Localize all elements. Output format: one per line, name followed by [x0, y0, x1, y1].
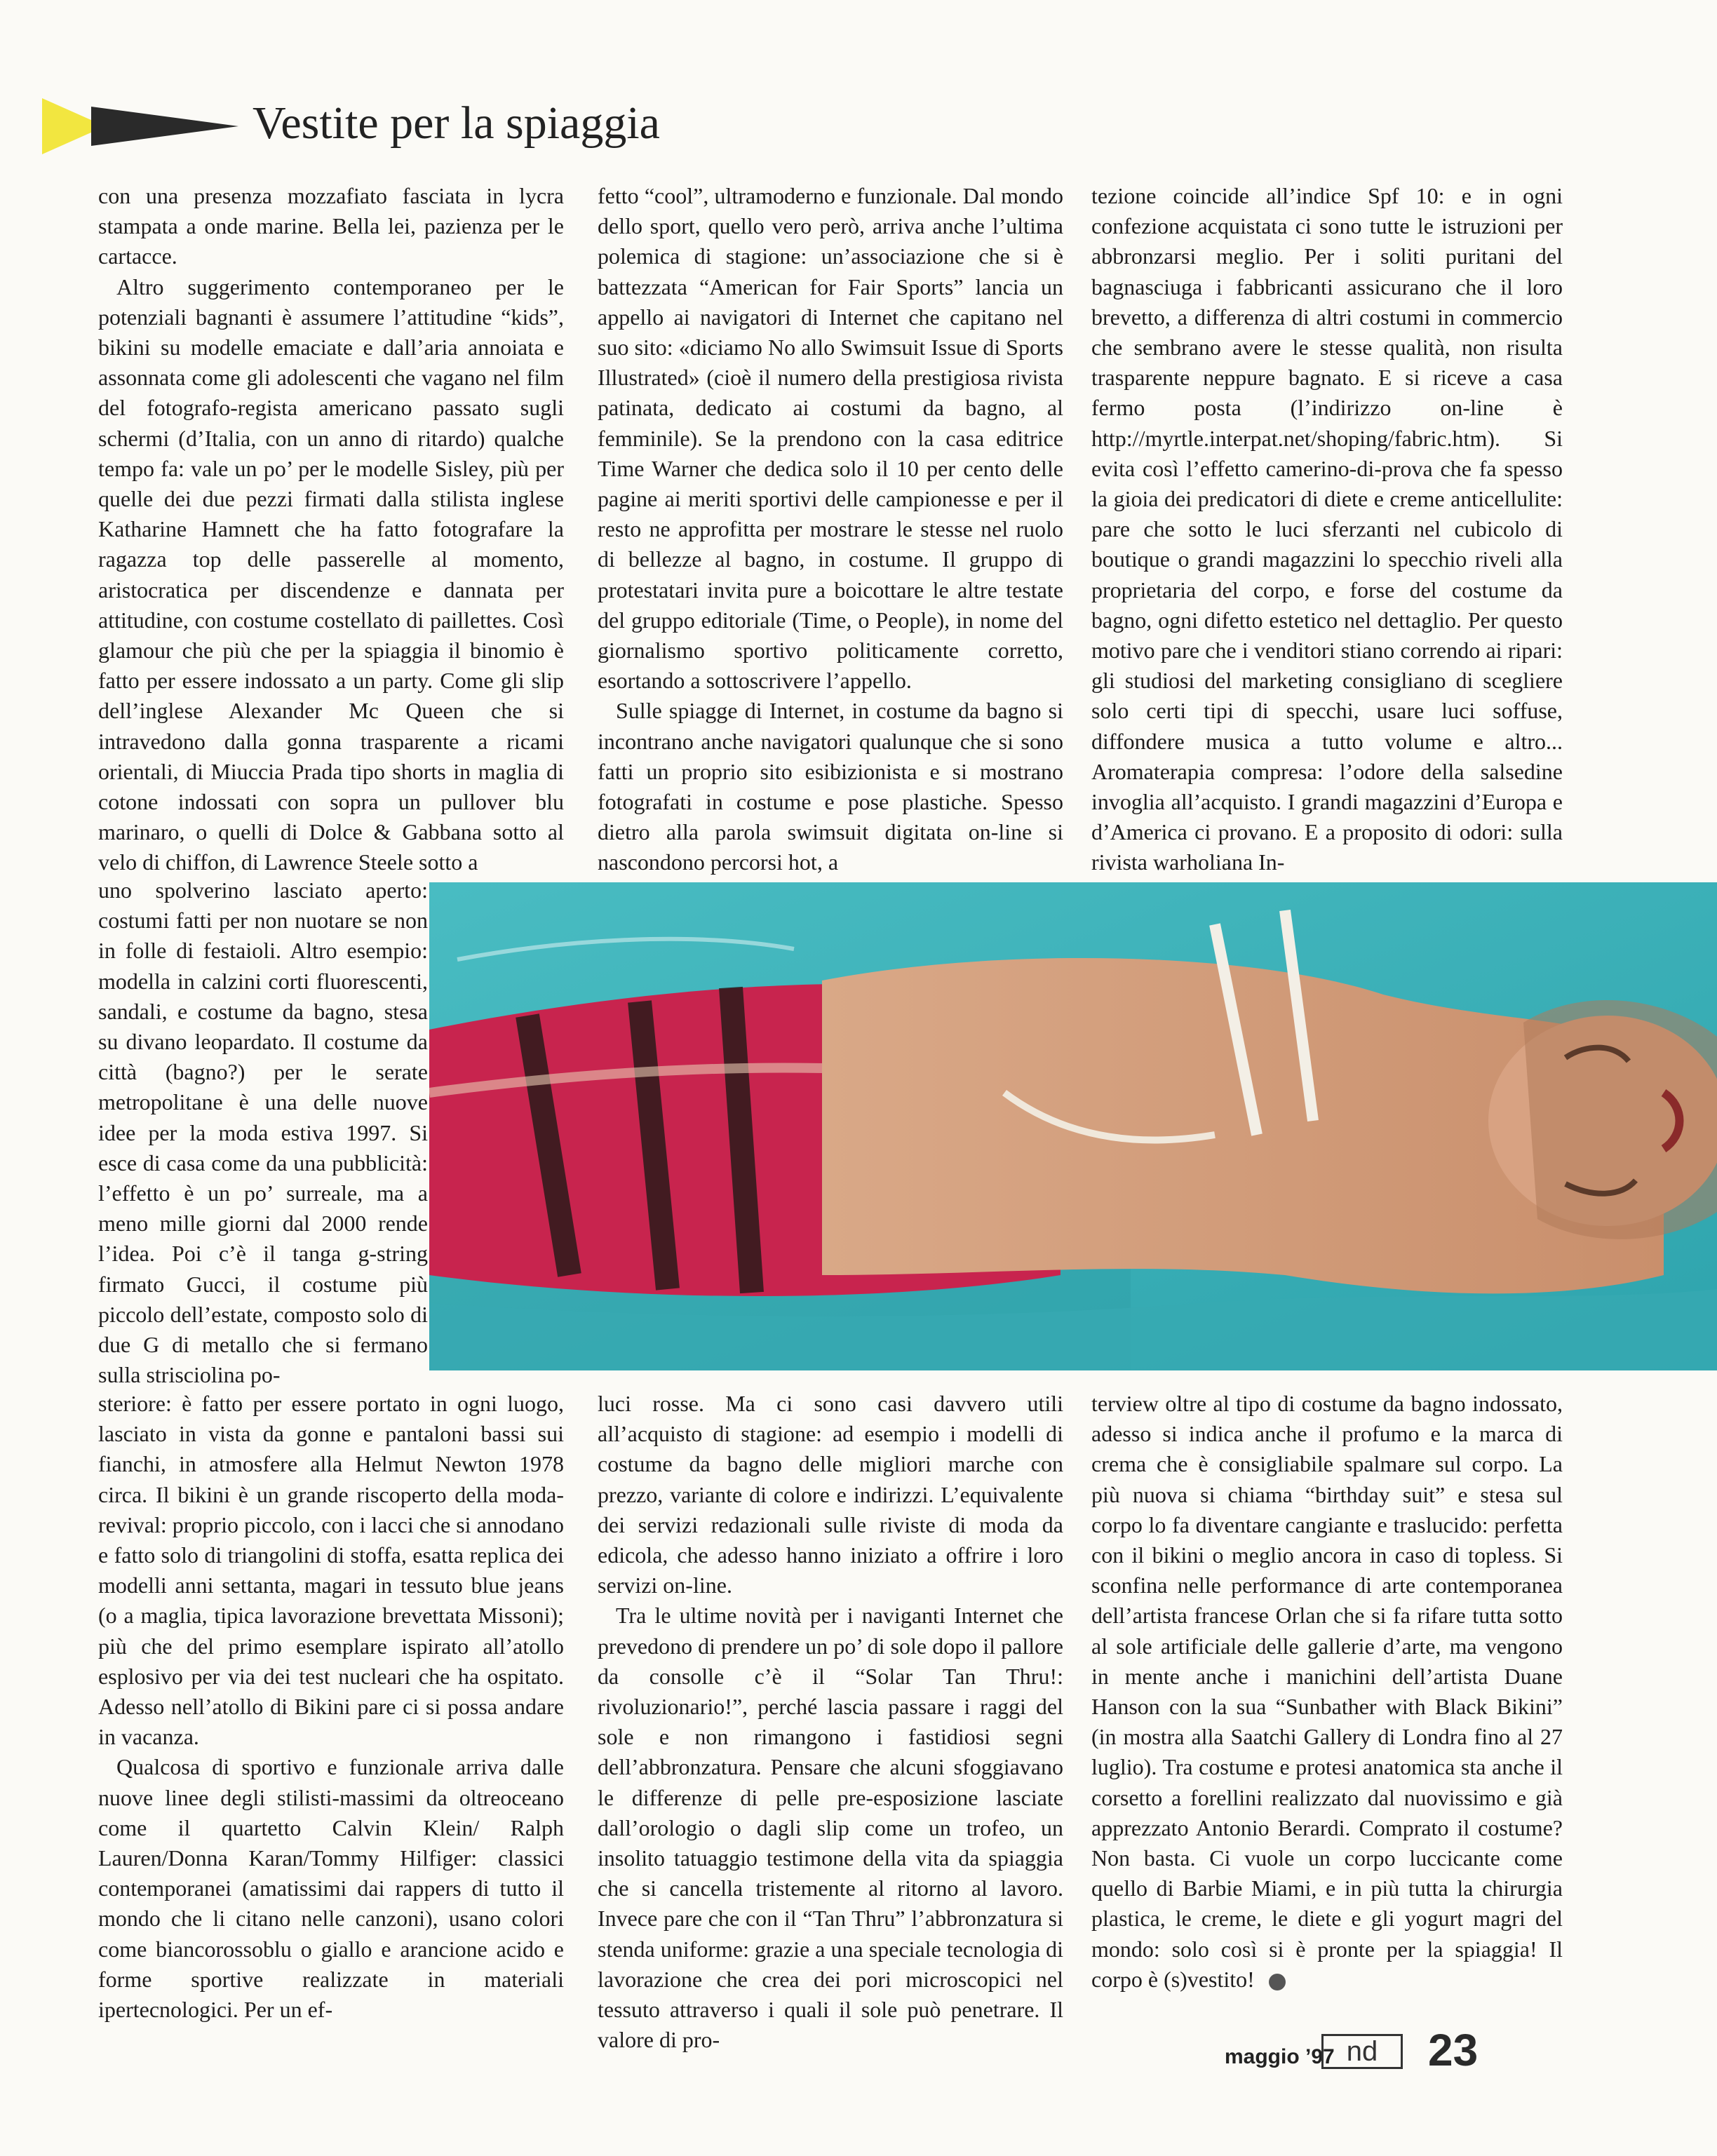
paragraph: Tra le ultime novità per i naviganti Internet che prevedono di prendere un po’ di sole dopo il pallore da consolle c’è il “Solar Tan Thru!: rivoluzionario!”, perché lascia passare i raggi del sole e non rimangono i fastidiosi segni dell’abbronzatura. Pensare che alcuni sfoggiavano le differenze di pelle pre-esposizione lasciate dall’orologio o dagli slip come un trofeo, un insolito tatuaggio testimone della vita da spiaggia che si cancella tristemente al ritorno al lavoro. Invece pare che con il “Tan Thru” l’abbronzatura si stenda uniforme: grazie a una speciale tecnologia di lavorazione che crea dei pori microscopici nel tessuto attraverso i quali il sole può penetrare. Il valore di pro-: [598, 1603, 1063, 2053]
column-3: [1091, 181, 1563, 878]
page-number: 23: [1428, 2025, 1479, 2075]
paragraph: uno spolverino lasciato aperto: costumi fatti per non nuotare se non in folle di festaioli. Altro esempio: modella in calzini corti fluorescenti, sandali, e costume da bagno, stesa su divano leopardato. Il costume da città (bagno?) per le serate metropolitane è una delle nuove idee per la moda estiva 1997. Si esce di casa come da una pubblicità: l’effetto è un po’ surreale, ma a meno mille giorni dal 2000 rende l’idea. Poi c’è il tanga g-string firmato Gucci, il costume più piccolo dell’estate, composto solo di due G di metallo che si fermano sulla strisciolina po-: [98, 877, 428, 1388]
column-1-bottom: [98, 1389, 564, 2025]
page-footer: [1225, 2024, 1505, 2080]
dark-arrow-icon: [91, 107, 238, 146]
paragraph: Altro suggerimento contemporaneo per le potenziali bagnanti è assumere l’attitudine “kids”, bikini su modelle emaciate e dall’aria annoiata e assonnata come gli adolescenti che vagano nel film del fotografo-regista americano passato sugli schermi (d’Italia, con un anno di ritardo) qualche tempo fa: vale un po’ per le modelle Sisley, più per quelle dei due pezzi firmati dalla stilista inglese Katharine Hamnett che ha fatto fotografare la ragazza top delle passerelle al momento, aristocratica per discendenze e dannata per attitudine, con costume costellato di paillettes. Così glamour che più che per la spiaggia il binomio è fatto per essere indossato a un party. Come gli slip dell’inglese Alexander Mc Queen che si intravedono dalla gonna trasparente a ricami orientali, di Miuccia Prada tipo shorts in maglia di cotone indossati con sopra un pullover blu marinaro, o quelli di Dolce & Gabbana sotto al velo di chiffon, di Lawrence Steele sotto a: [98, 274, 564, 875]
paragraph: Sulle spiagge di Internet, in costume da bagno si incontrano anche navigatori qualunque che si sono fatti un proprio sito esibizionista e si mostrano fotografati in costume e pose plastiche. Spesso dietro alla parola swimsuit digitata on-line si nascondono percorsi hot, a: [598, 698, 1063, 875]
paragraph: luci rosse. Ma ci sono casi davvero utili all’acquisto di stagione: ad esempio i modelli di costume da bagno delle migliori marche con prezzo, variante di colore e indirizzi. L’equivalente dei servizi redazionali sulle riviste di moda da edicola, che adesso hanno iniziato a offrire i loro servizi on-line.: [598, 1391, 1063, 1598]
column-1-narrow: [98, 875, 428, 1390]
paragraph: con una presenza mozzafiato fasciata in lycra stampata a onde marine. Bella lei, pazienza per le cartacce.: [98, 183, 564, 269]
swimsuit-photo: [429, 882, 1717, 1370]
paragraph: tezione coincide all’indice Spf 10: e in ogni confezione acquistata ci sono tutte le istruzioni per abbronzarsi meglio. Per i soliti puritani del bagnasciuga i fabbricanti assicurano che il loro brevetto, a differenza di altri costumi in commercio che sembrano avere le stesse qualità, non risulta trasparente neppure bagnato. E si riceve a casa fermo posta (l’indirizzo on-line è http://myrtle.interpat.net/shoping/fabric.htm). Si evita così l’effetto camerino-di-prova che fa spesso la gioia dei predicatori di diete e creme anticellulite: pare che sotto le luci sferzanti nel cubicolo di boutique o grandi magazzini lo specchio riveli alla proprietaria del corpo, e forse del costume da bagno, ogni difetto estetico nel dettaglio. Per questo motivo pare che i venditori stiano correndo ai ripari: gli studiosi del marketing consigliano di scegliere solo certi tipi di specchi, usare luci soffuse, diffondere musica a tutto volume e altro... Aromaterapia compresa: l’odore della salsedine invoglia all’acquisto. I grandi magazzini d’Europa e d’America ci provano. E a proposito di odori: sulla rivista warholiana In-: [1091, 183, 1563, 875]
paragraph: fetto “cool”, ultramoderno e funzionale. Dal mondo dello sport, quello vero però, arriva anche l’ultima polemica di stagione: un’associazione che si è battezzata “American for Fair Sports” lancia un appello ai navigatori di Internet che capitano nel suo sito: «diciamo No allo Swimsuit Issue di Sports Illustrated» (cioè il numero della prestigiosa rivista patinata, dedicato ai costumi da bagno, al femminile). Se la prendono con la casa editrice Time Warner che dedica solo il 10 per cento delle pagine ai meriti sportivi delle campionesse e per il resto ne approfitta per mostrare le stesse nel ruolo di bellezze al bagno, in costume. Il gruppo di protestatari invita pure a boicottare le altre testate del gruppo editoriale (Time, o People), in nome del giornalismo sportivo politicamente corretto, esortando a sottoscrivere l’appello.: [598, 183, 1063, 694]
page-title: Vestite per la spiaggia: [252, 97, 660, 149]
photo-illustration: [429, 882, 1717, 1370]
paragraph: steriore: è fatto per essere portato in ogni luogo, lasciato in vista da gonne e pantaloni bassi sui fianchi, in atmosfere alla Helmut Newton 1978 circa. Il bikini è un grande riscoperto della moda-revival: proprio piccolo, con i lacci che si annodano e fatto solo di triangolini di stoffa, esatta replica dei modelli anni settanta, magari in tessuto blue jeans (o a maglia, tipica lavorazione brevettata Missoni); più che del primo esemplare ispirato all’atollo esplosivo per via dei test nucleari che ha ospitato. Adesso nell’atollo di Bikini pare ci si possa andare in vacanza.: [98, 1391, 564, 1750]
issue-date: maggio ’97: [1225, 2045, 1335, 2068]
column-2: [598, 181, 1063, 878]
column-1: [98, 181, 564, 878]
column-3-bottom: [1091, 1389, 1563, 1995]
magazine-logo: nd: [1321, 2034, 1403, 2069]
column-2-bottom: [598, 1389, 1063, 2055]
paragraph: terview oltre al tipo di costume da bagno indossato, adesso si indica anche il profumo e la marca di crema che è consigliabile spalmare sul corpo. La più nuova si chiama “birthday suit” e stesa sul corpo lo fa diventare cangiante e traslucido: perfetta con il bikini o meglio ancora in caso di topless. Si sconfina nelle performance di arte contemporanea dell’artista francese Orlan che si fa rifare tutta sotto al sole artificiale delle gallerie d’arte, ma vengono in mente anche i manichini dell’artista Duane Hanson con la sua “Sunbather with Black Bikini” (in mostra alla Saatchi Gallery di Londra fino al 27 luglio). Tra costume e protesi anatomica sta anche il corsetto a forellini realizzato dal nuovissimo e già apprezzato Antonio Berardi. Comprato il costume? Non basta. Ci vuole un corpo luccicante come quello di Barbie Miami, e in più tutta la chirurgia plastica, le creme, le diete e gli yogurt magri del mondo: solo così si è pronte per la spiaggia! Il corpo è (s)vestito!: [1091, 1391, 1563, 1992]
article-header: [42, 91, 673, 168]
end-mark-icon: [1269, 1974, 1286, 1990]
paragraph: Qualcosa di sportivo e funzionale arriva dalle nuove linee degli stilisti-massimi da oltreoceano come il quartetto Calvin Klein/ Ralph Lauren/Donna Karan/Tommy Hilfiger: classici contemporanei (amatissimi dai rappers di tutto il mondo che li citano nelle canzoni), usano colori come biancorossoblu o giallo e arancione acido e forme sportive realizzate in materiali ipertecnologici. Per un ef-: [98, 1754, 564, 2023]
